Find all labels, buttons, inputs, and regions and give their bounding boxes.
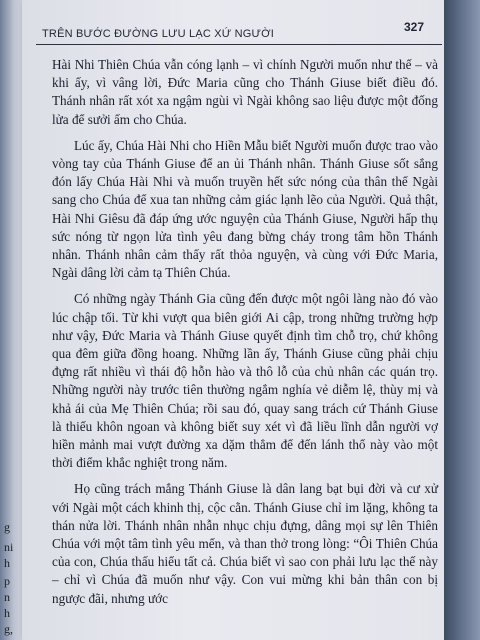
paragraph: Hài Nhi Thiên Chúa vẫn cóng lạnh – vì chính Người muốn như thế – và khi ấy, vì vâng lời, Đức Maria cũng cho Thánh Giuse biết điều đó. Thánh nhân rất xót xa ngậm ngùi vì Ngài không sao liệu được một đống lửa để sưởi ấm cho Chúa. [52,57,438,127]
margin-fragment: g, [4,622,13,636]
paragraph: Có những ngày Thánh Gia cũng đến được một ngôi làng nào đó vào lúc chập tối. Từ khi vượt qua biên giới Ai cập, trong những trường hợp như vậy, Đức Maria và Thánh Giuse quyết định tìm chỗ trọ, chứ không qua đêm giữa đồng hoang. Những lần ấy, Thánh Giuse cũng phải chịu đựng rất nhiều vì thái độ hỗn hào và thô lỗ của chủ nhân các quán trọ. Những người này trước tiên thường ngắm nghía vẻ diễm lệ, thùy mị và khả ái của Mẹ Thiên Chúa; rồi sau đó, quay sang trách cứ Thánh Giuse là thiếu khôn ngoan và không biết suy xét vì đã liều lĩnh dẫn người vợ hiền mảnh mai vượt đường xa dặm thẳm để đến lánh thổ này vào một thời điểm khắc nghiệt trong năm. [52,291,438,471]
paragraph: Lúc ấy, Chúa Hài Nhi cho Hiền Mẫu biết Người muốn được trao vào vòng tay của Thánh Giuse để an ủi Thánh nhân. Thánh Giuse sốt sắng đón lấy Chúa Hài Nhi và muốn truyền hết sức nóng của thân thể Ngài sang cho Chúa để xua tan những cảm giác lạnh lẽo của Người. Quả thật, Hài Nhi Giêsu đã đáp ứng ước nguyện của Thánh Giuse, Người hấp thụ sức nóng từ ngọn lửa tình yêu đang bừng cháy trong tâm hồn Thánh nhân. Thánh nhân cảm thấy rất thỏa nguyện, và cùng với Đức Maria, Ngài dâng lời cảm tạ Thiên Chúa. [52,137,438,281]
previous-page-edge [0,0,24,640]
page-number: 327 [403,20,424,34]
body-text [52,56,438,616]
book-page [22,0,444,640]
running-title: TRÊN BƯỚC ĐƯỜNG LƯU LẠC XỨ NGƯỜI [42,28,275,40]
margin-fragment: h [4,606,10,620]
paragraph: Họ cũng trách mắng Thánh Giuse là dân lang bạt bụi đời và cư xử với Ngài một cách khinh thị, cộc cằn. Thánh Giuse chỉ im lặng, không ta thán nửa lời. Thánh nhân nhẫn nhục chịu đựng, dâng mọi sự lên Thiên Chúa với một tâm tình yêu mến, và than thở trong lòng: “Ôi Thiên Chúa của con, Chúa thấu hiểu tất cả. Chúa biết vì sao con phải lưu lạc thế này – chỉ vì Chúa đã muốn như vậy. Con vui mừng khi bản thân con bị ngược đãi, nhưng ước [52,481,438,606]
page-header [32,14,432,44]
margin-fragment: h [4,556,10,570]
margin-fragment: n [4,590,10,604]
margin-fragment: g [4,520,10,534]
book-edge-background [444,0,480,640]
header-rule [36,44,442,45]
margin-fragment: ni [4,540,14,554]
margin-fragment: p [4,574,10,588]
